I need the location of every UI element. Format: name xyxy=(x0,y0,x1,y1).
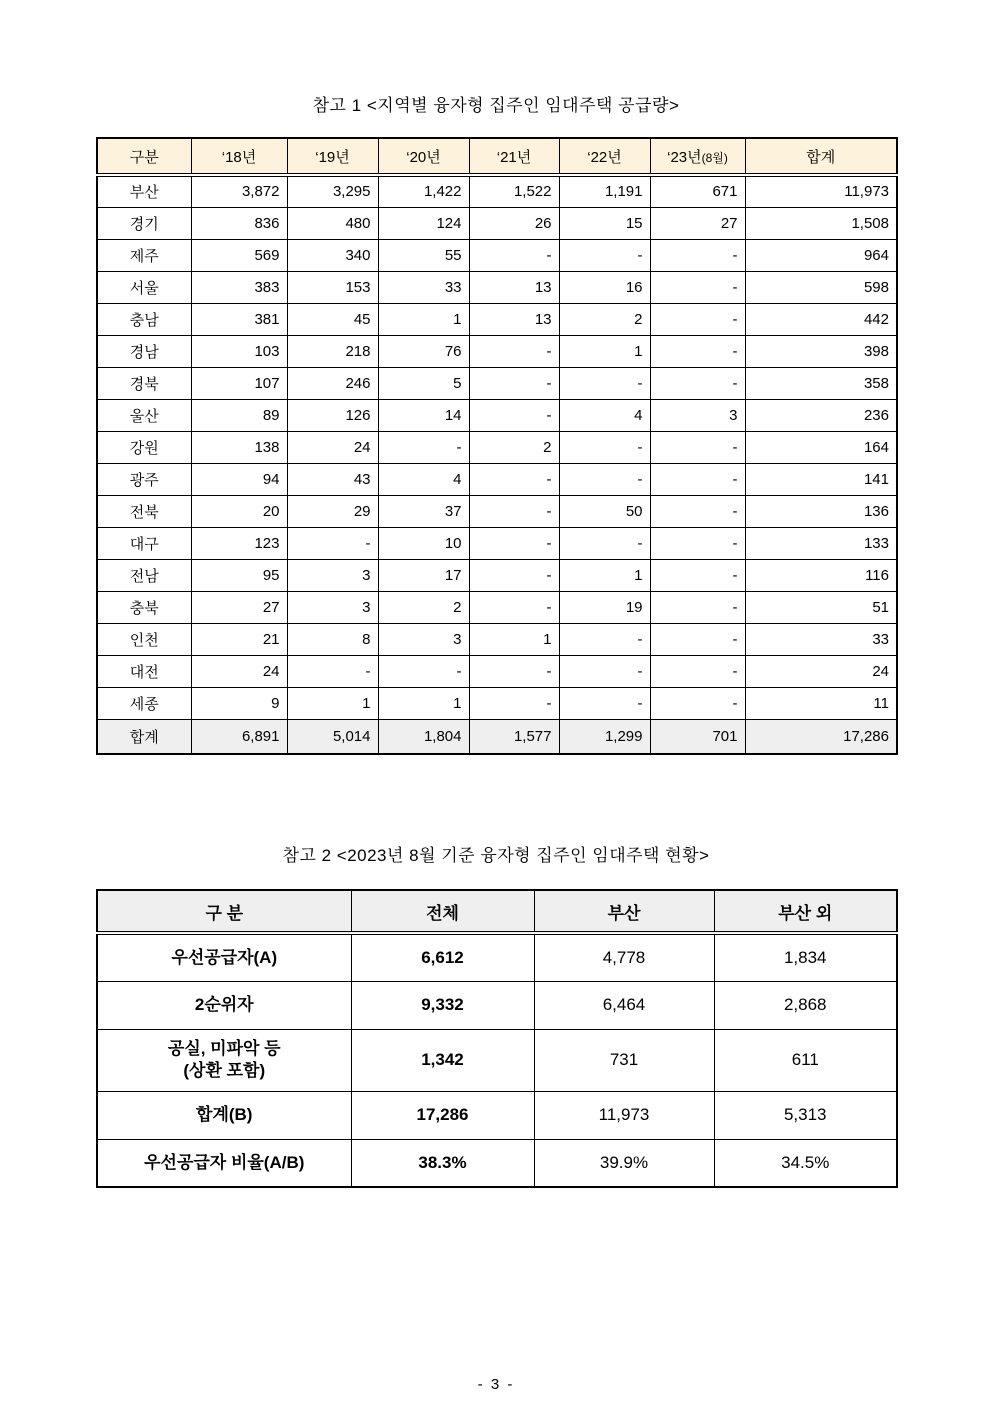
table-row xyxy=(97,591,897,623)
column-header-5: ‘22년 xyxy=(559,138,650,175)
region-cell: 합계 xyxy=(97,719,191,754)
value-cell: - xyxy=(650,623,745,655)
value-cell: 836 xyxy=(191,207,287,239)
value-cell: 76 xyxy=(378,335,469,367)
value-cell: 1,577 xyxy=(469,719,559,754)
table-row xyxy=(97,175,897,207)
value-cell: - xyxy=(287,527,378,559)
value-cell: - xyxy=(650,559,745,591)
value-cell: - xyxy=(559,367,650,399)
value-cell: 107 xyxy=(191,367,287,399)
value-cell: - xyxy=(469,559,559,591)
regional-supply-table xyxy=(96,137,898,755)
table-row xyxy=(97,527,897,559)
value-cell: 3,872 xyxy=(191,175,287,207)
value-cell: 126 xyxy=(287,399,378,431)
column-header-3: ‘20년 xyxy=(378,138,469,175)
table-row xyxy=(97,1139,897,1187)
value-cell: 358 xyxy=(745,367,897,399)
value-cell: 94 xyxy=(191,463,287,495)
value-cell: 3 xyxy=(650,399,745,431)
value-cell: 4 xyxy=(559,399,650,431)
table-row xyxy=(97,463,897,495)
region-cell: 충남 xyxy=(97,303,191,335)
value-cell: - xyxy=(287,655,378,687)
value-cell: - xyxy=(469,495,559,527)
value-cell: 26 xyxy=(469,207,559,239)
value-cell: - xyxy=(650,655,745,687)
table-row xyxy=(97,1029,897,1091)
value-cell: 50 xyxy=(559,495,650,527)
value-cell: 11,973 xyxy=(745,175,897,207)
value-cell: 340 xyxy=(287,239,378,271)
value-cell: 24 xyxy=(287,431,378,463)
value-cell: 13 xyxy=(469,271,559,303)
region-cell: 경북 xyxy=(97,367,191,399)
value-cell: 164 xyxy=(745,431,897,463)
value-cell: 381 xyxy=(191,303,287,335)
value-cell: 138 xyxy=(191,431,287,463)
value-cell: 55 xyxy=(378,239,469,271)
value-cell: 17,286 xyxy=(351,1091,534,1139)
value-cell: 6,612 xyxy=(351,933,534,981)
value-cell: 598 xyxy=(745,271,897,303)
row-label-cell: 우선공급자(A) xyxy=(97,933,351,981)
region-cell: 전남 xyxy=(97,559,191,591)
value-cell: 9,332 xyxy=(351,981,534,1029)
value-cell: 10 xyxy=(378,527,469,559)
column-header-0: 구 분 xyxy=(97,890,351,933)
value-cell: - xyxy=(469,399,559,431)
value-cell: 24 xyxy=(745,655,897,687)
value-cell: - xyxy=(650,271,745,303)
value-cell: 1 xyxy=(559,559,650,591)
column-header-2: ‘19년 xyxy=(287,138,378,175)
value-cell: 33 xyxy=(745,623,897,655)
value-cell: 8 xyxy=(287,623,378,655)
value-cell: - xyxy=(650,527,745,559)
value-cell: 236 xyxy=(745,399,897,431)
value-cell: - xyxy=(650,335,745,367)
value-cell: 671 xyxy=(650,175,745,207)
table2-header-row xyxy=(97,890,897,933)
value-cell: 964 xyxy=(745,239,897,271)
value-cell: 5,313 xyxy=(714,1091,897,1139)
table-row xyxy=(97,1091,897,1139)
value-cell: 1,422 xyxy=(378,175,469,207)
value-cell: 1 xyxy=(378,687,469,719)
value-cell: 15 xyxy=(559,207,650,239)
region-cell: 인천 xyxy=(97,623,191,655)
value-cell: 3 xyxy=(287,591,378,623)
value-cell: 24 xyxy=(191,655,287,687)
page-number: - 3 - xyxy=(477,1376,515,1393)
value-cell: 611 xyxy=(714,1029,897,1091)
value-cell: - xyxy=(559,655,650,687)
region-cell: 대전 xyxy=(97,655,191,687)
value-cell: 123 xyxy=(191,527,287,559)
table-row xyxy=(97,623,897,655)
value-cell: 5,014 xyxy=(287,719,378,754)
value-cell: - xyxy=(469,687,559,719)
table-row xyxy=(97,559,897,591)
value-cell: 6,464 xyxy=(534,981,714,1029)
column-header-3: 부산 외 xyxy=(714,890,897,933)
value-cell: - xyxy=(650,239,745,271)
value-cell: 14 xyxy=(378,399,469,431)
value-cell: 9 xyxy=(191,687,287,719)
table-row xyxy=(97,981,897,1029)
value-cell: 51 xyxy=(745,591,897,623)
value-cell: 33 xyxy=(378,271,469,303)
value-cell: 4,778 xyxy=(534,933,714,981)
value-cell: - xyxy=(650,495,745,527)
value-cell: 1 xyxy=(287,687,378,719)
value-cell: 116 xyxy=(745,559,897,591)
value-cell: 124 xyxy=(378,207,469,239)
value-cell: - xyxy=(559,431,650,463)
region-cell: 경기 xyxy=(97,207,191,239)
value-cell: 37 xyxy=(378,495,469,527)
table-row xyxy=(97,271,897,303)
value-cell: - xyxy=(559,687,650,719)
value-cell: 2,868 xyxy=(714,981,897,1029)
row-label-cell: 공실, 미파악 등 (상환 포함) xyxy=(97,1029,351,1091)
table1-title: 참고 1 <지역별 융자형 집주인 임대주택 공급량> xyxy=(312,96,680,115)
value-cell: - xyxy=(559,239,650,271)
table-row xyxy=(97,367,897,399)
region-cell: 제주 xyxy=(97,239,191,271)
value-cell: 218 xyxy=(287,335,378,367)
value-cell: - xyxy=(469,591,559,623)
value-cell: 95 xyxy=(191,559,287,591)
value-cell: 43 xyxy=(287,463,378,495)
row-label-cell: 우선공급자 비율(A/B) xyxy=(97,1139,351,1187)
value-cell: 1 xyxy=(469,623,559,655)
value-cell: - xyxy=(650,687,745,719)
value-cell: - xyxy=(650,431,745,463)
value-cell: 3 xyxy=(378,623,469,655)
value-cell: 1,508 xyxy=(745,207,897,239)
value-cell: 11 xyxy=(745,687,897,719)
region-cell: 경남 xyxy=(97,335,191,367)
table1-header-row xyxy=(97,138,897,175)
value-cell: 5 xyxy=(378,367,469,399)
table-row xyxy=(97,687,897,719)
value-cell: 1,342 xyxy=(351,1029,534,1091)
value-cell: 1,522 xyxy=(469,175,559,207)
value-cell: 21 xyxy=(191,623,287,655)
value-cell: - xyxy=(469,655,559,687)
column-header-category: 구분 xyxy=(97,138,191,175)
value-cell: 1,299 xyxy=(559,719,650,754)
value-cell: 89 xyxy=(191,399,287,431)
row-label-cell: 합계(B) xyxy=(97,1091,351,1139)
value-cell: 17,286 xyxy=(745,719,897,754)
value-cell: - xyxy=(559,463,650,495)
column-header-7: 합계 xyxy=(745,138,897,175)
table-row xyxy=(97,495,897,527)
table-row xyxy=(97,303,897,335)
value-cell: 731 xyxy=(534,1029,714,1091)
table-row xyxy=(97,207,897,239)
region-cell: 서울 xyxy=(97,271,191,303)
value-cell: 1,834 xyxy=(714,933,897,981)
table2-body xyxy=(97,933,897,1187)
value-cell: 480 xyxy=(287,207,378,239)
value-cell: 6,891 xyxy=(191,719,287,754)
value-cell: 27 xyxy=(191,591,287,623)
region-cell: 부산 xyxy=(97,175,191,207)
total-row xyxy=(97,719,897,754)
value-cell: 569 xyxy=(191,239,287,271)
value-cell: 3,295 xyxy=(287,175,378,207)
value-cell: 136 xyxy=(745,495,897,527)
value-cell: 27 xyxy=(650,207,745,239)
value-cell: 701 xyxy=(650,719,745,754)
table-row xyxy=(97,239,897,271)
row-label-cell: 2순위자 xyxy=(97,981,351,1029)
value-cell: - xyxy=(469,527,559,559)
value-cell: - xyxy=(650,303,745,335)
value-cell: - xyxy=(559,527,650,559)
column-header-4: ‘21년 xyxy=(469,138,559,175)
value-cell: - xyxy=(469,367,559,399)
region-cell: 전북 xyxy=(97,495,191,527)
value-cell: 442 xyxy=(745,303,897,335)
value-cell: - xyxy=(650,367,745,399)
table1-header xyxy=(97,138,897,175)
table-row xyxy=(97,431,897,463)
value-cell: 13 xyxy=(469,303,559,335)
table-row xyxy=(97,399,897,431)
table2-header xyxy=(97,890,897,933)
value-cell: 1 xyxy=(559,335,650,367)
value-cell: 133 xyxy=(745,527,897,559)
column-header-1: ‘18년 xyxy=(191,138,287,175)
table-row xyxy=(97,655,897,687)
column-header-6: ‘23년(8월) xyxy=(650,138,745,175)
value-cell: 19 xyxy=(559,591,650,623)
value-cell: 38.3% xyxy=(351,1139,534,1187)
value-cell: - xyxy=(469,335,559,367)
value-cell: 2 xyxy=(559,303,650,335)
table2-title: 참고 2 <2023년 8월 기준 융자형 집주인 임대주택 현황> xyxy=(282,846,710,865)
value-cell: - xyxy=(378,655,469,687)
value-cell: 2 xyxy=(469,431,559,463)
value-cell: 16 xyxy=(559,271,650,303)
region-cell: 울산 xyxy=(97,399,191,431)
region-cell: 대구 xyxy=(97,527,191,559)
value-cell: 2 xyxy=(378,591,469,623)
value-cell: - xyxy=(469,463,559,495)
table-row xyxy=(97,335,897,367)
value-cell: 383 xyxy=(191,271,287,303)
value-cell: 39.9% xyxy=(534,1139,714,1187)
value-cell: 1 xyxy=(378,303,469,335)
table-row xyxy=(97,933,897,981)
region-cell: 광주 xyxy=(97,463,191,495)
value-cell: 153 xyxy=(287,271,378,303)
value-cell: 17 xyxy=(378,559,469,591)
value-cell: - xyxy=(378,431,469,463)
value-cell: 4 xyxy=(378,463,469,495)
column-header-2: 부산 xyxy=(534,890,714,933)
value-cell: 20 xyxy=(191,495,287,527)
value-cell: 1,804 xyxy=(378,719,469,754)
value-cell: - xyxy=(559,623,650,655)
value-cell: 3 xyxy=(287,559,378,591)
value-cell: 103 xyxy=(191,335,287,367)
region-cell: 충북 xyxy=(97,591,191,623)
value-cell: 45 xyxy=(287,303,378,335)
status-summary-table xyxy=(96,889,898,1188)
value-cell: 398 xyxy=(745,335,897,367)
value-cell: 1,191 xyxy=(559,175,650,207)
value-cell: 246 xyxy=(287,367,378,399)
value-cell: 34.5% xyxy=(714,1139,897,1187)
region-cell: 세종 xyxy=(97,687,191,719)
value-cell: - xyxy=(650,591,745,623)
header-suffix: (8월) xyxy=(701,150,728,165)
value-cell: 29 xyxy=(287,495,378,527)
column-header-1: 전체 xyxy=(351,890,534,933)
value-cell: - xyxy=(650,463,745,495)
value-cell: 11,973 xyxy=(534,1091,714,1139)
table1-body xyxy=(97,175,897,754)
value-cell: 141 xyxy=(745,463,897,495)
region-cell: 강원 xyxy=(97,431,191,463)
value-cell: - xyxy=(469,239,559,271)
